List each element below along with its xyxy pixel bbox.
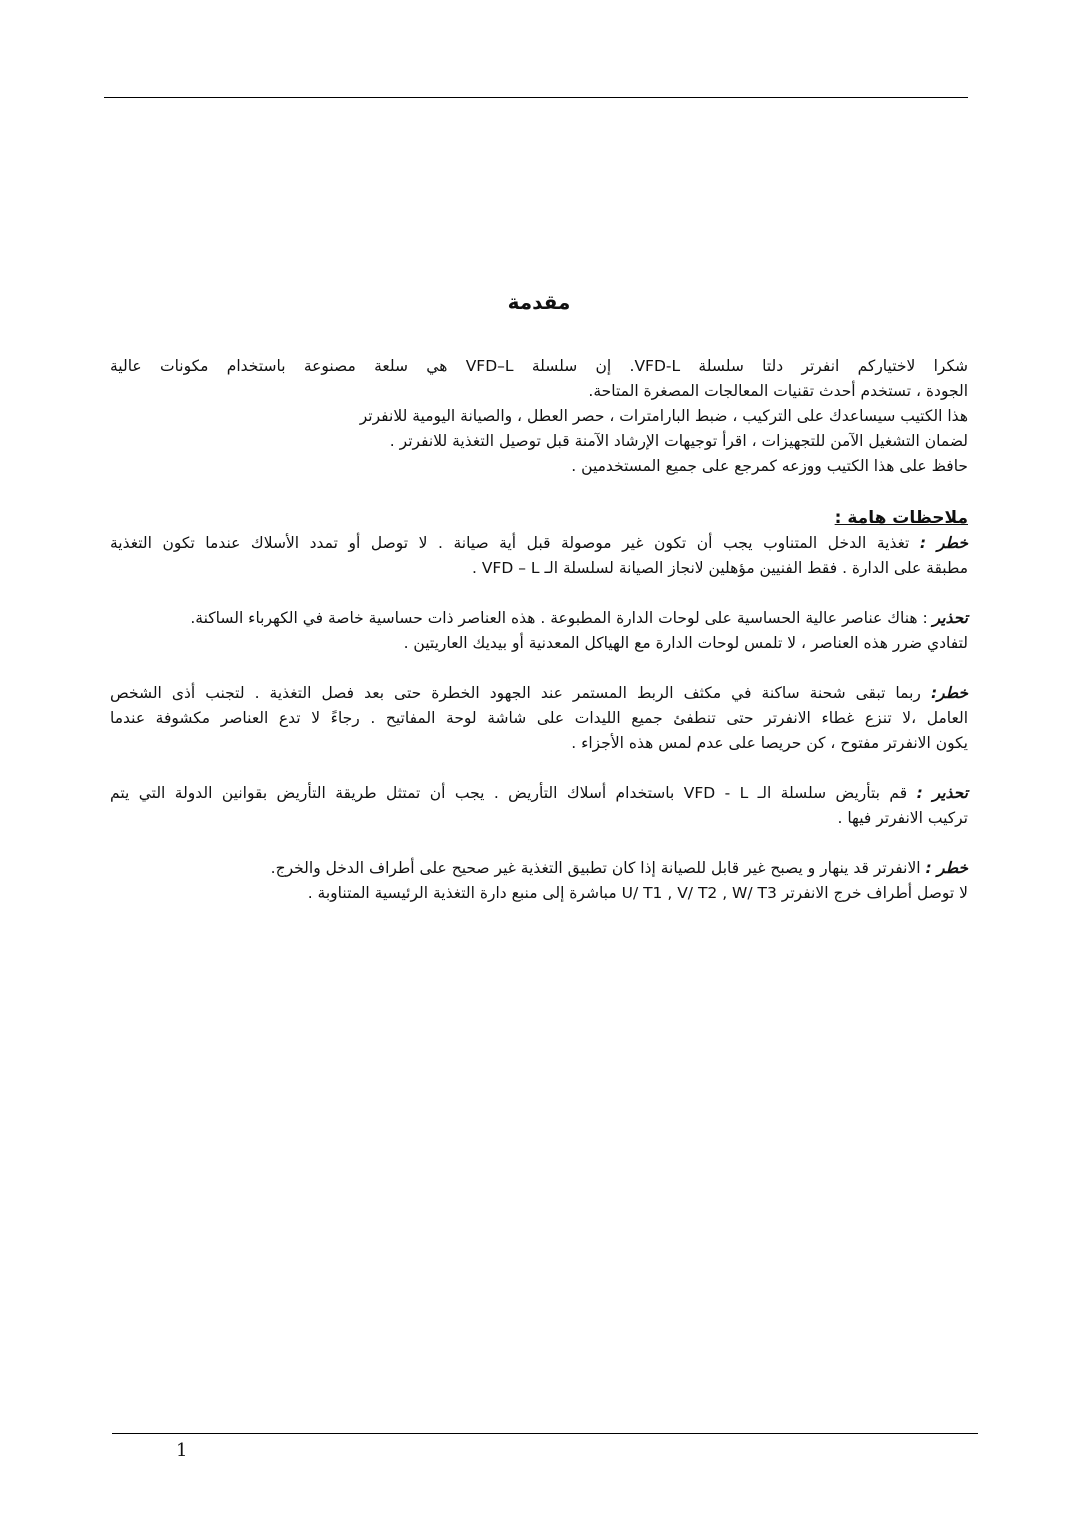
intro-line: لضمان التشغيل الآمن للتجهيزات ، اقرأ توجيهات الإرشاد الآمنة قبل توصيل التغذية للانفرتر .: [389, 432, 968, 450]
note-line: العامل ،لا تنزع غطاء الانفرتر حتى تنطفئ جميع الليدات على شاشة لوحة المفاتيح . رجاءً لا تدع العناصر مكشوفة عندما: [110, 709, 968, 727]
page-title: مقدمة: [507, 290, 571, 314]
note-text: تغذية الدخل المتناوب يجب أن تكون غير موصولة قبل أية صيانة . لا توصل أو تمدد الأسلاك عندما تكون التغذية: [110, 534, 910, 552]
note-text: : هناك عناصر عالية الحساسية على لوحات الدارة المطبوعة . هذه العناصر ذات حساسية خاصة في الكهرباء الساكنة.: [190, 609, 928, 627]
header-rule: [104, 97, 968, 98]
note-line: [110, 781, 968, 806]
note-line: تركيب الانفرتر فيها .: [837, 809, 968, 827]
note-line: [110, 681, 968, 706]
note-text: ربما تبقى شحنة ساكنة في مكثف الربط المستمر عند الجهود الخطرة حتى بعد فصل التغذية . لتجنب أذى الشخص: [110, 684, 921, 702]
note-line: [110, 606, 968, 631]
intro-line: الجودة ، تستخدم أحدث تقنيات المعالجات المصغرة المتاحة.: [588, 382, 968, 400]
note-line: يكون الانفرتر مفتوح ، كن حريصا على عدم لمس هذه الأجزاء .: [571, 734, 968, 752]
note-line: [110, 856, 968, 881]
intro-block: [110, 354, 968, 479]
page-number: 1: [176, 1440, 188, 1461]
intro-line: حافظ على هذا الكتيب ووزعه كمرجع على جميع المستخدمين .: [571, 457, 968, 475]
intro-line: هذا الكتيب سيساعدك على التركيب ، ضبط البارامترات ، حصر العطل ، والصيانة اليومية للانفرتر: [359, 407, 968, 425]
intro-line: شكرا لاختياركم انفرتر دلتا سلسلة VFD-L. إن سلسلة VFD–L هي سلعة مصنوعة باستخدام مكونات عالية: [110, 357, 968, 375]
note-line: لتفادي ضرر هذه العناصر ، لا تلمس لوحات الدارة مع الهياكل المعدنية أو بيديك العاريتين .: [403, 634, 968, 652]
note-text: قم بتأريض سلسلة الـ VFD - L باستخدام أسلاك التأريض . يجب أن تمتثل طريقة التأريض بقوانين الدولة التي يتم: [110, 784, 908, 802]
notes-heading: ملاحظات هامة :: [834, 508, 968, 528]
note-text: الانفرتر قد ينهار و يصبح غير قابل للصيانة إذا كان تطبيق التغذية غير صحيح على أطراف الدخل والخرج.: [270, 859, 921, 877]
warning-label: تحذير: [932, 609, 968, 627]
notes-block: [110, 505, 968, 906]
note-line: مطبقة على الدارة . فقط الفنيين مؤهلين لانجاز الصيانة لسلسلة الـ VFD – L .: [471, 559, 968, 577]
warning-label: تحذير :: [916, 784, 968, 802]
note-line: لا توصل أطراف خرج الانفرتر U/ T1 , V/ T2 , W/ T3 مباشرة إلى منبع دارة التغذية الرئيسية المتناوبة .: [307, 884, 968, 902]
note-line: [110, 531, 968, 556]
danger-label: خطر:: [930, 684, 968, 702]
footer-rule: [112, 1433, 978, 1434]
danger-label: خطر :: [925, 859, 968, 877]
danger-label: خطر :: [919, 534, 968, 552]
